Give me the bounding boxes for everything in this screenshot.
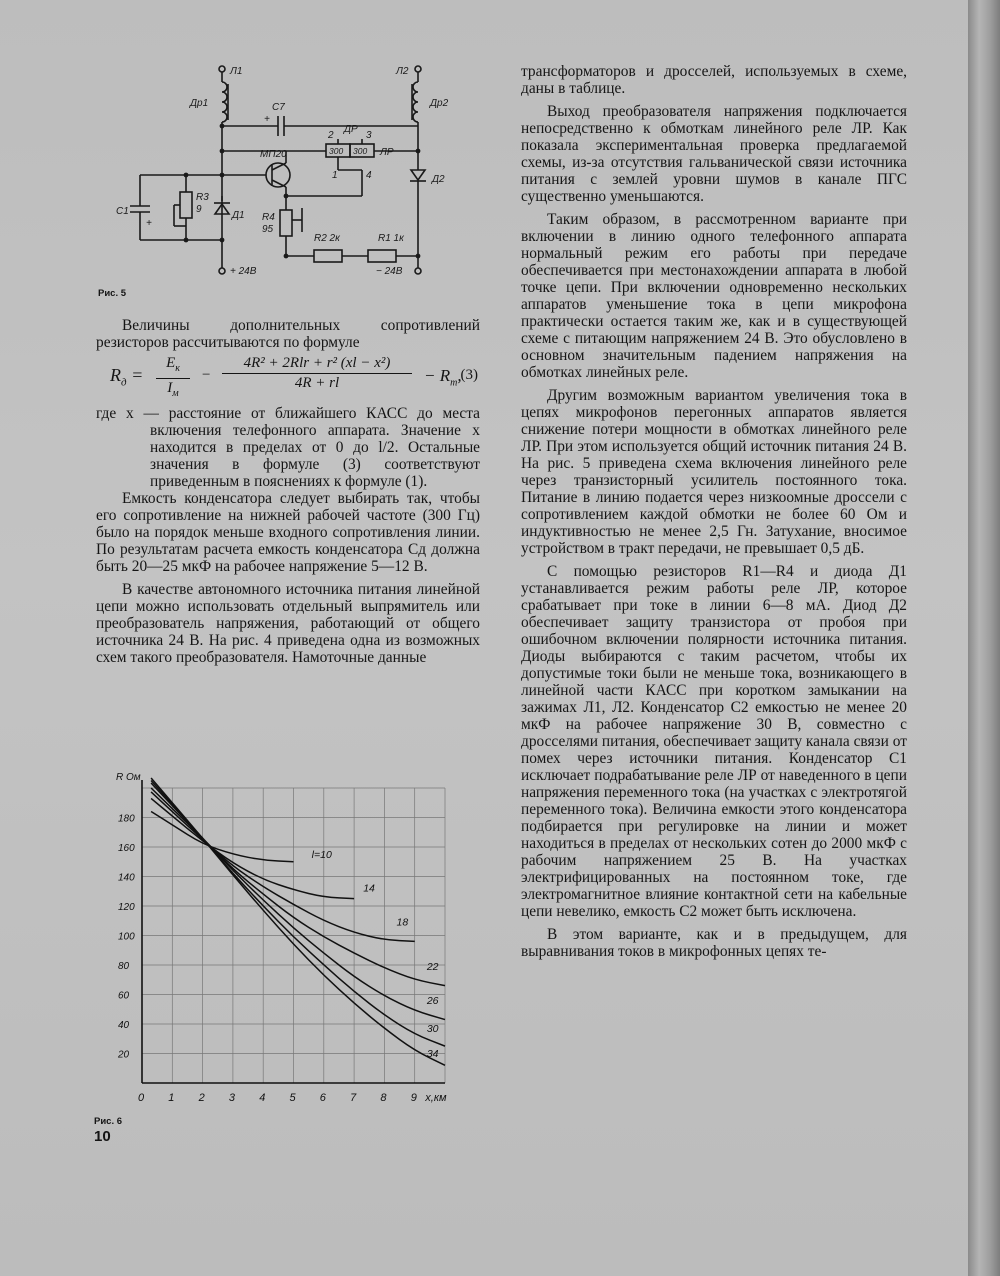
label-plus-24v: + 24В (230, 266, 257, 277)
label-d1: Д1 (232, 210, 245, 221)
label-l2: Л2 (396, 66, 409, 77)
page-spine (968, 0, 1000, 1276)
figure-6-chart (110, 768, 455, 1113)
y-tick-label: 140 (118, 872, 135, 884)
series-line-6 (151, 780, 445, 1046)
y-tick-label: 40 (118, 1020, 130, 1031)
series-label-1: l=10 (311, 848, 332, 861)
formula-fraction-2: 4R² + 2Rlr + r² (xl − x²) 4R + rl (222, 355, 412, 392)
left-paragraph-4: В качестве автономного источника питания линейной цепи можно использовать отдельный выпрямитель или преобразователь напряжения, работающий от общего источника 24 В. На рис. 4 приведена одна из возможных схем такого преобразователя. Намоточные данные (96, 581, 480, 666)
x-tick-label: 1 (168, 1092, 175, 1104)
label-dr1: Др1 (190, 98, 209, 109)
label-r1: R1 1к (378, 233, 404, 244)
label-pin3: 3 (366, 130, 372, 141)
label-dr2: Др2 (430, 98, 449, 109)
label-lr: ЛР (380, 147, 394, 158)
y-tick-label: 60 (118, 990, 130, 1002)
formula-lhs: $R_д$ = (110, 365, 144, 389)
series-label-7: 34 (426, 1047, 439, 1060)
series-label-2: 14 (363, 882, 375, 895)
series-line-5 (151, 783, 445, 1020)
label-d2: Д2 (432, 174, 445, 185)
label-l1: Л1 (230, 66, 243, 77)
label-pin4: 4 (366, 170, 372, 181)
y-axis-label: R Ом (116, 772, 141, 783)
series-label-3: 18 (396, 916, 409, 929)
label-r3: R3 (196, 192, 209, 203)
y-tick-label: 160 (118, 843, 135, 854)
label-r2: R2 2к (314, 233, 340, 244)
x-tick-label: 4 (259, 1092, 266, 1104)
x-tick-label: 0 (138, 1092, 145, 1104)
label-r3-value: 9 (196, 204, 202, 215)
right-paragraph-2: Выход преобразователя напряжения подключается непосредственно к обмоткам линейного реле ЛР. Как показала экспериментальная проверка предлагаемой схемы, из-за отсутствия гальванической связи источника питания с землей уровни шумов в канале ПГС существенно уменьшаются. (521, 103, 907, 205)
y-tick-label: 180 (118, 813, 135, 825)
label-c7: С7 (272, 102, 285, 113)
left-paragraph-1: Величины дополнительных сопротивлений резисторов рассчитываются по формуле (96, 317, 480, 351)
figure-5-caption: Рис. 5 (98, 288, 127, 299)
x-tick-label: 8 (380, 1092, 387, 1104)
formula-3 (96, 353, 480, 401)
x-tick-label: 6 (319, 1092, 326, 1104)
label-transistor: МП20 (260, 149, 287, 160)
right-column (521, 63, 907, 960)
label-c1: С1 (116, 206, 129, 217)
figure-6-caption: Рис. 6 (94, 1116, 123, 1127)
formula-tail: − $R_т$, (424, 366, 462, 389)
y-tick-label: 120 (118, 902, 135, 913)
y-tick-label: 20 (118, 1049, 130, 1061)
label-coil-b: 300 (353, 146, 368, 156)
series-label-4: 22 (426, 960, 439, 973)
x-tick-label: 2 (198, 1092, 205, 1104)
formula-fraction-1: $E_к$ $I_м$ (156, 355, 190, 402)
label-c7-plus: + (264, 114, 270, 125)
left-paragraph-2: где x — расстояние от ближайшего КАСС до места включения телефонного аппарата. Значение x находится в пределах от 0 до l/2. Остальные значения в формуле (3) соответствуют приведенным в пояснениях к формуле (1). (96, 405, 480, 490)
label-coil-a: 300 (329, 146, 344, 156)
x-tick-label: 9 (410, 1092, 417, 1104)
right-paragraph-5: С помощью резисторов R1—R4 и диода Д1 устанавливается режим работы реле ЛР, которое срабатывает при токе в линии 6—8 мА. Диод Д2 обеспечивает защиту транзистора от пробоя при ошибочном включении полярности источника питания. Диоды выбираются с таким расчетом, чтобы их допустимые токи были не меньше тока, возникающего в линейной части КАСС при коротком замыкании на зажимах Л1, Л2. Конденсатор С2 емкостью не менее 20 мкФ на рабочее напряжение 30 В, совместно с дросселями питания, обеспечивает защиту канала связи от помех через источники питания. Конденсатор С1 исключает подрабатывание реле ЛР от наведенного в цепи напряжения переменного тока (на участках с электротягой переменного тока). Величина емкости этого конденсатора подбирается при регулировке на линии и может находиться в пределах от нескольких сотен до 2000 мкФ с рабочим напряжением 25 В. На участках электрифицированных на постоянном токе, где электромагнитное влияние контактной сети на кабельные цепи невелико, емкость С2 может быть исключена. (521, 563, 907, 920)
x-tick-label: 5 (289, 1092, 296, 1104)
label-pin2: 2 (328, 130, 334, 141)
x-tick-label: 3 (228, 1092, 236, 1104)
y-tick-label: 80 (118, 961, 130, 972)
label-dr: ДР (344, 124, 358, 135)
series-label-6: 30 (426, 1022, 439, 1035)
right-paragraph-3: Таким образом, в рассмотренном варианте при включении в линию одного телефонного аппарата нормальный режим его работы при передаче обеспечивается при местонахождении аппарата в любой точке цепи. При включении одновременно нескольких аппаратов уменьшение тока в цепи микрофона практически остается таким же, как и в существующей схеме с питающим напряжением 24 В. Это обусловлено в основном значительным падением напряжения на обмотках линейных реле. (521, 211, 907, 381)
label-r4: R4 (262, 212, 275, 223)
left-column (96, 317, 480, 666)
left-paragraph-3: Емкость конденсатора следует выбирать так, чтобы его сопротивление на нижней рабочей частоте (300 Гц) было на порядок меньше входного сопротивления линии. По результатам расчета емкость конденсатора Сд должна быть 20—25 мкФ на рабочее напряжение 5—12 В. (96, 490, 480, 575)
label-pin1: 1 (332, 170, 338, 181)
page-number: 10 (94, 1128, 111, 1145)
x-axis-label: х,км (425, 1092, 447, 1104)
label-minus-24v: − 24В (376, 266, 403, 277)
series-label-5: 26 (426, 994, 439, 1007)
right-paragraph-4: Другим возможным вариантом увеличения тока в цепях микрофонов перегонных аппаратов является снижение потери мощности в обмотках линейного реле ЛР. При этом используется общий источник питания 24 В. На рис. 5 приведена схема включения линейного реле через транзисторный усилитель постоянного тока. Питание в линию подается через низкоомные дроссели с сопротивлением каждой обмотки не более 60 Ом и индуктивностью не менее 2,5 Гн. Затухание, вносимое устройством в тракт передачи, не превышает 0,5 дБ. (521, 387, 907, 557)
y-tick-label: 100 (118, 931, 135, 943)
label-r4-value: 95 (262, 224, 274, 235)
right-paragraph-6: В этом варианте, как и в предыдущем, для выравнивания токов в микрофонных цепях те- (521, 926, 907, 960)
right-paragraph-1: трансформаторов и дросселей, используемых в схеме, даны в таблице. (521, 63, 907, 97)
figure-5-circuit (100, 60, 460, 285)
label-c1-plus: + (146, 218, 152, 229)
formula-number: (3) (460, 367, 478, 383)
x-tick-label: 7 (350, 1092, 357, 1104)
formula-minus: − (202, 367, 211, 383)
